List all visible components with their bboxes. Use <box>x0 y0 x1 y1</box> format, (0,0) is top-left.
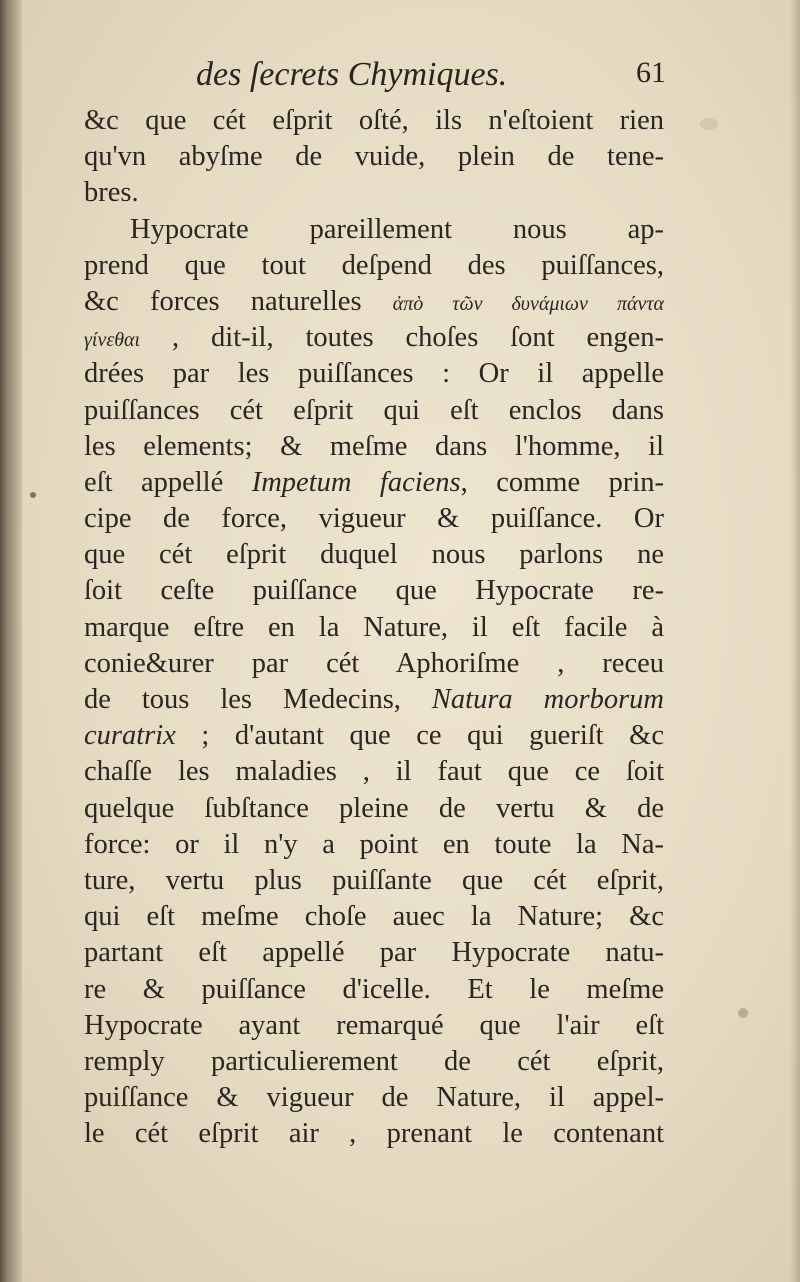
text-line: puiſſances cét eſprit qui eſt enclos dans <box>84 394 664 426</box>
text-line: de tous les Medecins, Natura morborum <box>84 684 664 715</box>
text-line: re & puiſſance d'icelle. Et le meſme <box>84 973 664 1005</box>
text-line: &c forces naturelles ἀπὸ τῶν δυνάμιων πάντα <box>84 285 665 317</box>
text-line: eſt appellé Impetum faciens, comme prin- <box>84 466 664 498</box>
text-line: Hypocrate ayant remarqué que l'air eſt <box>84 1009 664 1041</box>
text-line: prend que tout deſpend des puiſſances, <box>84 249 664 281</box>
text-line: que cét eſprit duquel nous parlons ne <box>84 539 664 571</box>
binding-gutter <box>0 0 22 1282</box>
text-line: cipe de force, vigueur & puiſſance. Or <box>84 503 664 535</box>
text-line: &c que cét eſprit oſté, ils n'eſtoient rien <box>84 105 664 136</box>
greek-quotation: γίνεθαι <box>84 329 141 352</box>
text-line: partant eſt appellé par Hypocrate natu- <box>84 937 664 969</box>
paper-stain <box>738 1008 748 1018</box>
text-line: les elements; & meſme dans l'homme, il <box>84 430 664 462</box>
text-line: Hypocrate pareillement nous ap- <box>130 213 664 245</box>
text-line: qu'vn abyſme de vuide, plein de tene- <box>84 141 664 173</box>
page-edge <box>790 0 800 1282</box>
text-line: marque eſtre en la Nature, il eſt facile à <box>84 611 664 643</box>
text-line: ture, vertu plus puiſſante que cét eſprit, <box>84 864 664 896</box>
text-line: conie&urer par cét Aphoriſme , receu <box>84 647 664 679</box>
latin-aphorism: curatrix <box>84 720 176 752</box>
text-line: le cét eſprit air , prenant le contenant <box>84 1118 664 1150</box>
text-line: puiſſance & vigueur de Nature, il appel- <box>84 1082 664 1114</box>
paper-stain <box>700 118 718 130</box>
text-line: force: or il n'y a point en toute la Na- <box>84 828 664 860</box>
latin-term: Impetum faciens <box>251 466 461 498</box>
greek-quotation: ἀπὸ τῶν δυνάμιων πάντα <box>392 292 665 315</box>
text-line: drées par les puiſſances : Or il appelle <box>84 358 664 390</box>
text-line: ſoit ceſte puiſſance que Hypocrate re- <box>84 575 664 607</box>
page-number: 61 <box>636 56 666 89</box>
paper-stain <box>30 492 36 498</box>
text-line: curatrix ; d'autant que ce qui gueriſt &c <box>84 720 664 752</box>
text-line: qui eſt meſme choſe auec la Nature; &c <box>84 901 664 933</box>
running-title: des ſecrets Chymiques. <box>196 56 508 93</box>
body-text <box>84 103 664 1152</box>
latin-aphorism: Natura morborum <box>431 684 664 715</box>
text-line: bres. <box>84 177 139 209</box>
text-line: remply particulierement de cét eſprit, <box>84 1045 664 1077</box>
text-line: quelque ſubſtance pleine de vertu & de <box>84 792 664 824</box>
running-header <box>196 56 666 106</box>
text-line: γίνεθαι , dit-il, toutes choſes ſont engen- <box>84 322 664 354</box>
text-line: chaſſe les maladies , il faut que ce ſoit <box>84 756 664 788</box>
